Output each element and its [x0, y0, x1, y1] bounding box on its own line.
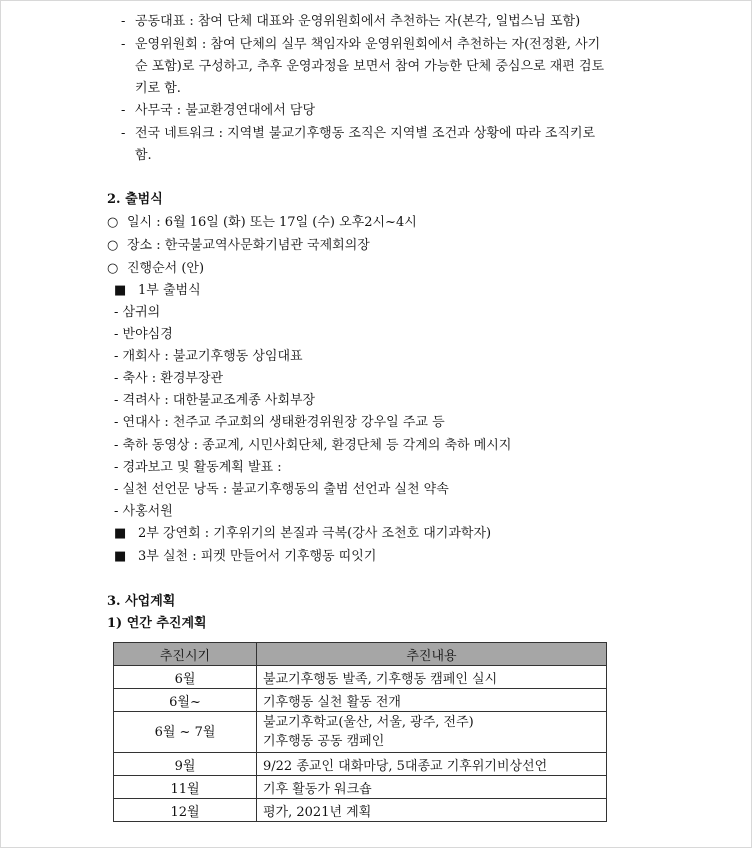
section3-title: 3. 사업계획 — [107, 594, 176, 609]
header-content: 추진내용 — [257, 643, 607, 666]
part1-heading: ■ 1부 출범식 — [114, 283, 201, 298]
org-item-steering-committee-cont-1: 순 포함)로 구성하고, 추후 운영과정을 보면서 참여 가능한 단체 중심으로 재편 검토 — [135, 59, 605, 74]
org-item-secretariat: - 사무국 : 불교환경연대에서 담당 — [121, 103, 316, 118]
program-item: - 사홍서원 — [114, 504, 173, 519]
circle-bullet-icon: ○ — [107, 261, 119, 276]
content-cell: 9/22 종교인 대화마당, 5대종교 기후위기비상선언 — [257, 753, 607, 776]
table-row — [114, 776, 607, 799]
info-venue: ○ 장소 : 한국불교역사문화기념관 국제회의장 — [107, 238, 370, 253]
table-row — [114, 689, 607, 712]
content-cell: 기후 활동가 워크숍 — [257, 776, 607, 799]
program-item: - 격려사 : 대한불교조계종 사회부장 — [114, 393, 316, 408]
period-cell: 12월 — [114, 799, 257, 822]
section3-subtitle: 1) 연간 추진계획 — [107, 616, 207, 631]
table-row — [114, 753, 607, 776]
content-line: 불교기후학교(울산, 서울, 광주, 전주) — [263, 715, 474, 730]
org-item-national-network-cont: 함. — [135, 148, 152, 163]
program-item: - 반야심경 — [114, 327, 173, 342]
content-line: 기후행동 공동 캠페인 — [263, 734, 385, 749]
square-bullet-icon: ■ — [114, 549, 127, 564]
square-bullet-icon: ■ — [114, 283, 127, 298]
period-cell: 6월 ~ 7월 — [114, 712, 257, 753]
program-item: - 삼귀의 — [114, 305, 161, 320]
program-item: - 경과보고 및 활동계획 발표 : — [114, 460, 282, 475]
info-agenda: ○ 진행순서 (안) — [107, 261, 205, 276]
content-cell — [257, 712, 607, 753]
period-cell: 9월 — [114, 753, 257, 776]
org-item-steering-committee-cont-2: 키로 함. — [135, 81, 181, 96]
period-cell: 6월 — [114, 666, 257, 689]
section2-title: 2. 출범식 — [107, 192, 163, 207]
info-datetime: ○ 일시 : 6월 16일 (화) 또는 17일 (수) 오후2시~4시 — [107, 215, 417, 230]
period-cell: 11월 — [114, 776, 257, 799]
circle-bullet-icon: ○ — [107, 238, 119, 253]
square-bullet-icon: ■ — [114, 526, 127, 541]
program-item: - 개회사 : 불교기후행동 상임대표 — [114, 349, 303, 364]
table-row — [114, 666, 607, 689]
header-period: 추진시기 — [114, 643, 257, 666]
content-cell: 불교기후행동 발족, 기후행동 캠페인 실시 — [257, 666, 607, 689]
annual-plan-table — [113, 642, 607, 822]
program-item: - 축사 : 환경부장관 — [114, 371, 224, 386]
table-row — [114, 799, 607, 822]
table-header-row — [114, 643, 607, 666]
program-item: - 축하 동영상 : 종교계, 시민사회단체, 환경단체 등 각계의 축하 메시지 — [114, 438, 512, 453]
table-row — [114, 712, 607, 753]
part3-heading: ■ 3부 실천 : 피켓 만들어서 기후행동 띠잇기 — [114, 549, 377, 564]
content-cell: 평가, 2021년 계획 — [257, 799, 607, 822]
org-item-co-representatives: - 공동대표 : 참여 단체 대표와 운영위원회에서 추천하는 자(본각, 일법스님 포함) — [121, 14, 581, 29]
period-cell: 6월~ — [114, 689, 257, 712]
content-cell: 기후행동 실천 활동 전개 — [257, 689, 607, 712]
circle-bullet-icon: ○ — [107, 215, 119, 230]
program-item: - 연대사 : 천주교 주교회의 생태환경위원장 강우일 주교 등 — [114, 415, 445, 430]
part2-heading: ■ 2부 강연회 : 기후위기의 본질과 극복(강사 조천호 대기과학자) — [114, 526, 492, 541]
org-item-steering-committee: - 운영위원회 : 참여 단체의 실무 책임자와 운영위원회에서 추천하는 자(전정환, 사기 — [121, 37, 601, 52]
org-item-national-network: - 전국 네트워크 : 지역별 불교기후행동 조직은 지역별 조건과 상황에 따라 조직키로 — [121, 126, 596, 141]
program-item: - 실천 선언문 낭독 : 불교기후행동의 출범 선언과 실천 약속 — [114, 482, 449, 497]
